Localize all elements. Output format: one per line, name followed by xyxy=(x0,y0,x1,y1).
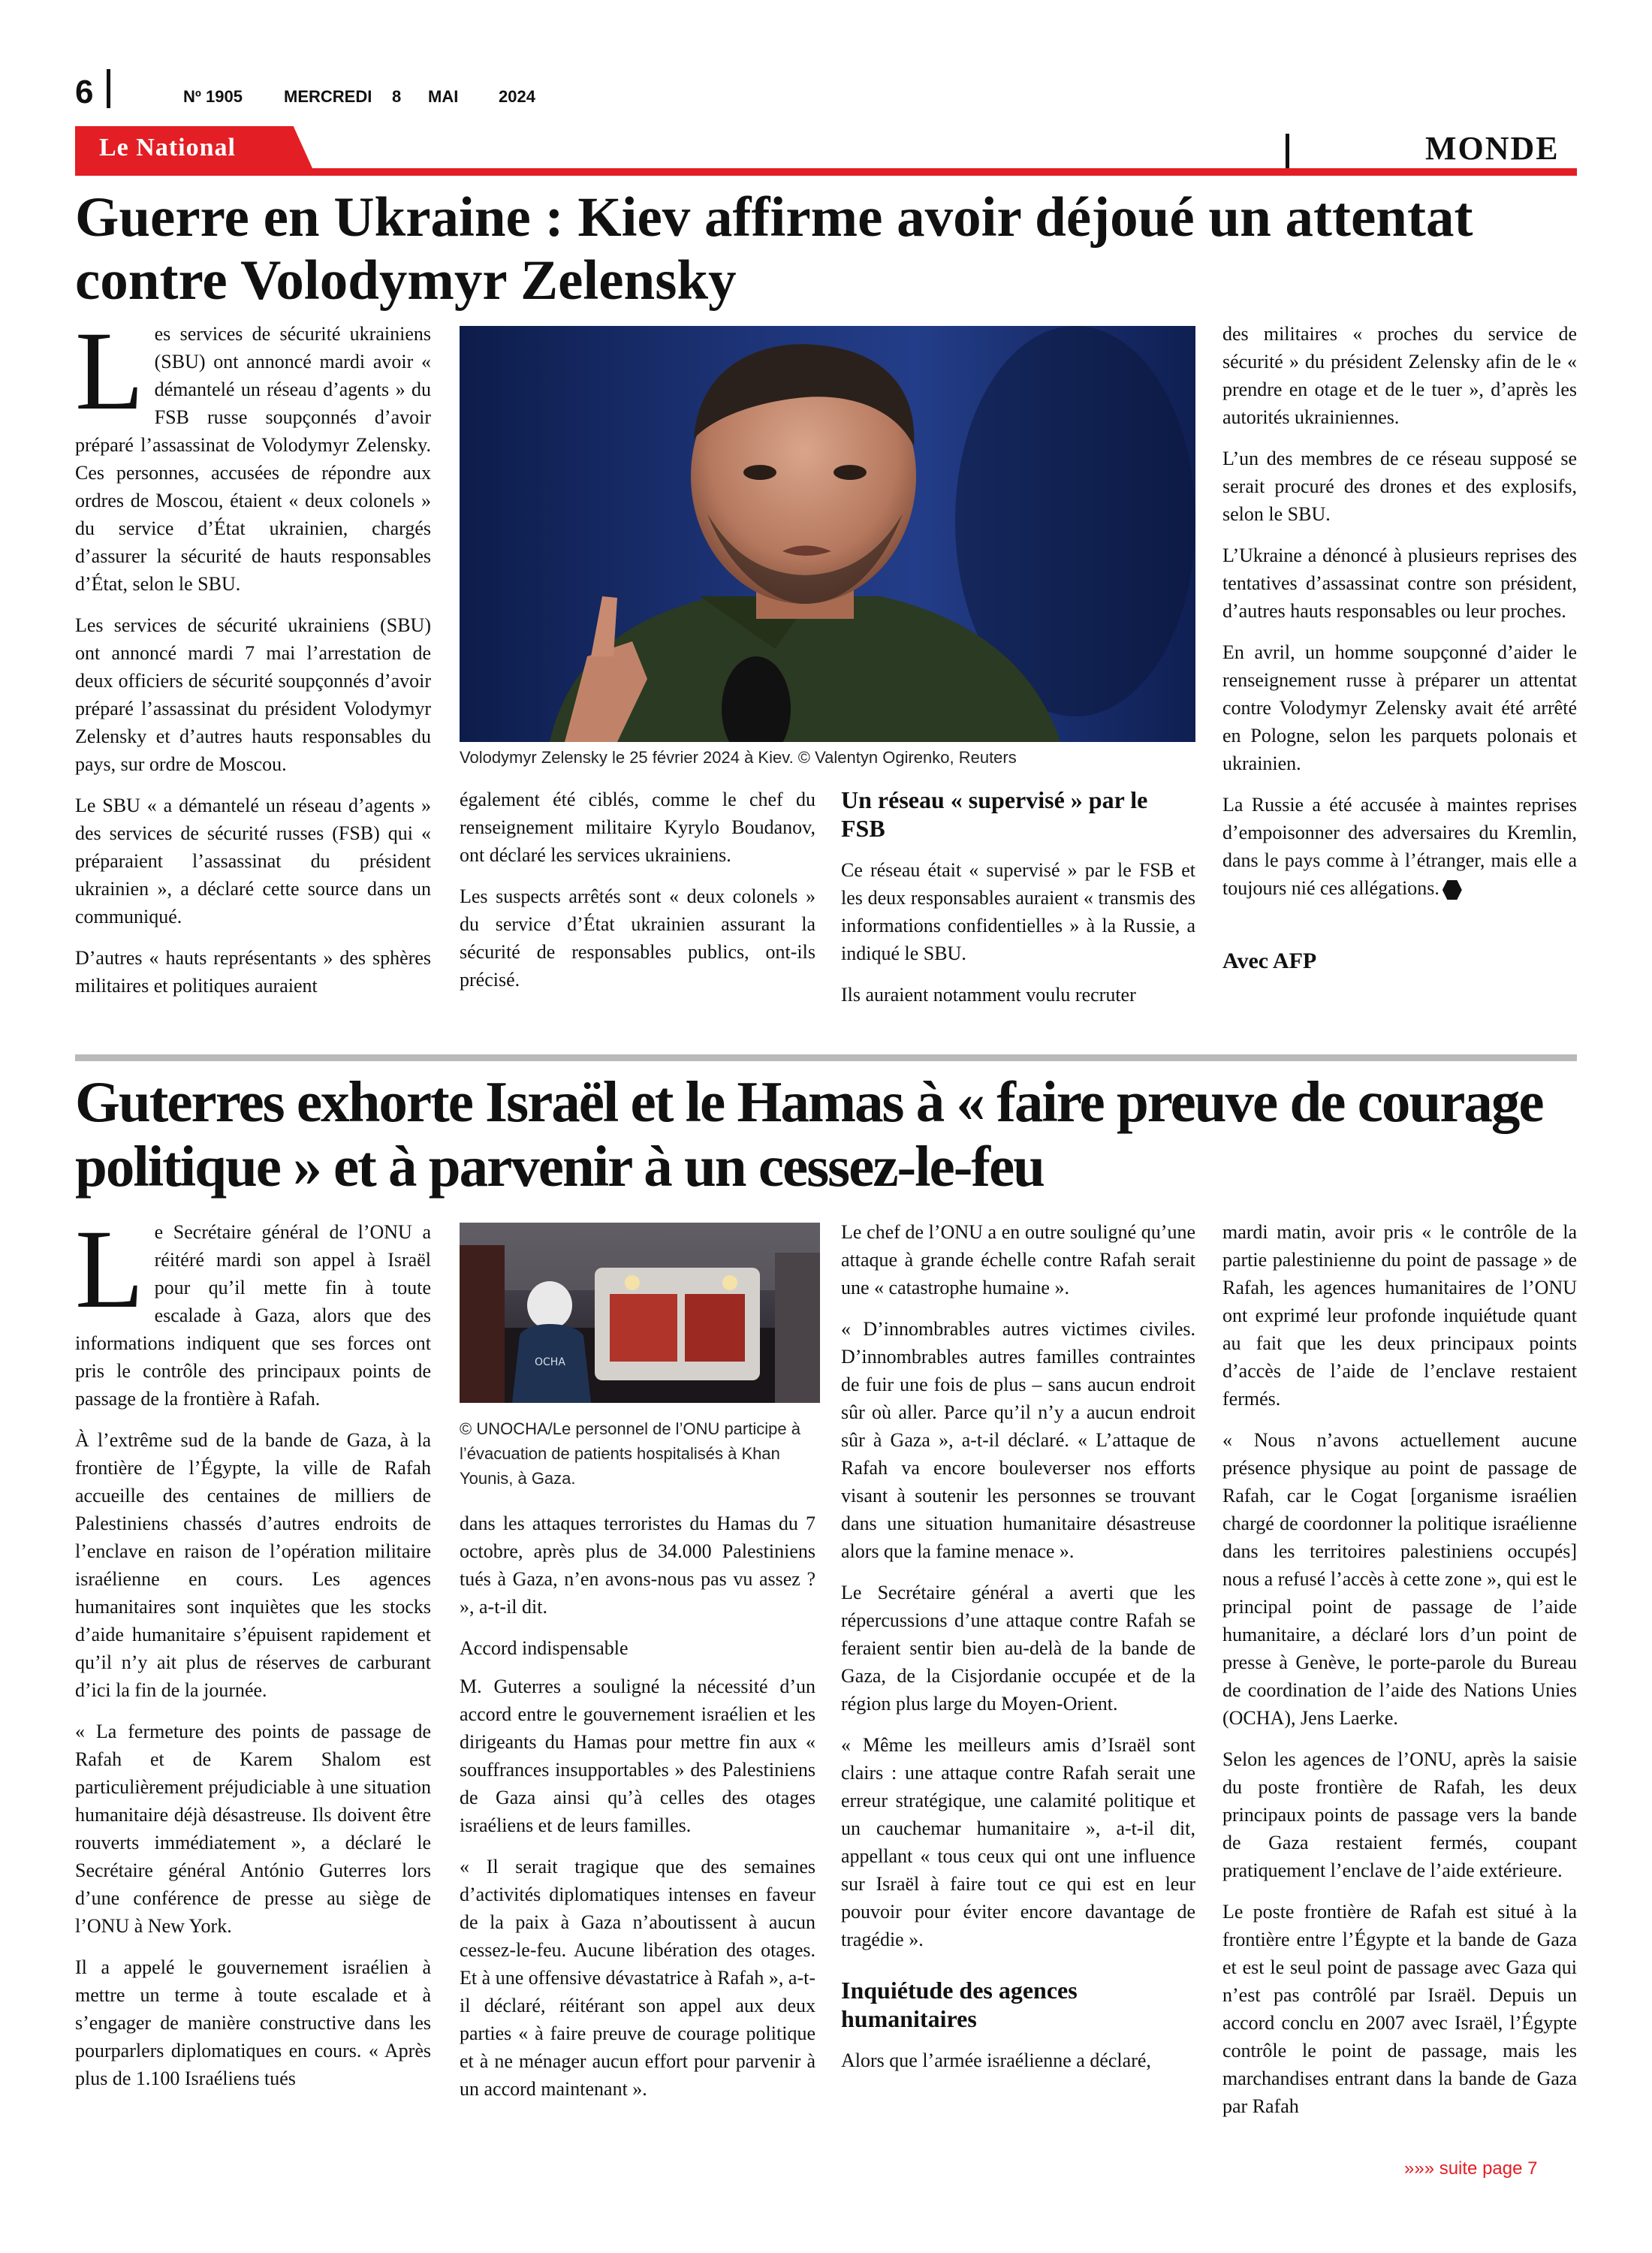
article1-column-3 xyxy=(841,786,1195,1022)
article2-paragraph: M. Guterres a souligné la nécessité d’un accord entre le gouvernement israélien et les dirigeants du Hamas pour mettre fin aux « souffrances insupportables » des Palestiniens de Gaza ainsi qu’à celles des otages israéliens et de leurs familles. xyxy=(460,1675,815,1836)
article1-paragraph xyxy=(1222,791,1577,902)
brand-name: Le National xyxy=(99,134,236,161)
article1-headline xyxy=(75,186,1577,312)
article1-paragraph: Ils auraient notamment voulu recruter xyxy=(841,984,1136,1006)
article1-paragraph xyxy=(75,309,431,598)
date-year: 2024 xyxy=(499,87,535,106)
article2-paragraph: « Il serait tragique que des semaines d’activités diplomatiques intenses en faveur de la paix à Gaza n’aboutissent à aucun cessez-le-feu. Aucune libération des otages. Et à une offensive dévastatrice à Rafah », a-t-il déclaré, réitérant son appel aux deux parties « à faire preuve de courage politique et à ne ménager aucun effort pour parvenir à un accord maintenant ». xyxy=(460,1856,815,2100)
article1-paragraph: L’Ukraine a dénoncé à plusieurs reprises des tentatives d’assassinat contre son président, d’autres hauts responsables ou leur proches. xyxy=(1222,544,1577,622)
article1-dropcap: L xyxy=(75,309,144,433)
article2-paragraph: « D’innombrables autres victimes civiles. D’innombrables autres familles contraintes de fuir une fois de plus – sans aucun endroit sûr où aller. Parce qu’il n’y a aucun endroit sûr à Gaza », a-t-il déclaré. « L’attaque de Rafah va encore bouleverser nos efforts visant à soutenir les personnes se trouvant dans une situation humanitaire désastreuse alors que la famine menace ». xyxy=(841,1318,1195,1562)
article1-paragraph-text: La Russie a été accusée à maintes reprises d’empoisonner des adversaires du Kremlin, dans le pays comme à l’étranger, mais elle a toujours nié ces allégations. xyxy=(1222,794,1577,899)
article2-column-3 xyxy=(841,1218,1195,2088)
svg-text:OCHA: OCHA xyxy=(535,1356,565,1368)
article2-headline xyxy=(75,1069,1592,1199)
article1-column-2 xyxy=(460,786,815,1007)
article2-headline-line1: Guterres exhorte Israël et le Hamas à « faire preuve de courage xyxy=(75,1069,1543,1134)
article1-paragraph: également été ciblés, comme le chef du renseignement militaire Kyrylo Boudanov, ont déclaré les services ukrainiens. xyxy=(460,789,815,866)
article2-dropcap: L xyxy=(75,1207,144,1332)
article2-column-4 xyxy=(1222,1218,1577,2134)
article2-paragraph: mardi matin, avoir pris « le contrôle de la partie palestinienne du point de passage » de Rafah, les agences humanitaires de l’ONU ont exprimé leur profonde inquiétude quant au fait que les deux principaux points d’accès de l’aide de l’enclave restaient fermés. xyxy=(1222,1221,1577,1410)
date-weekday: MERCREDI xyxy=(284,87,372,106)
article1-paragraph: D’autres « hauts représentants » des sphères militaires et politiques auraient xyxy=(75,947,431,997)
rafah-evacuation-illustration xyxy=(460,1223,820,1403)
article1-headline-line1: Guerre en Ukraine : Kiev affirme avoir déjoué un attentat xyxy=(75,186,1473,249)
article2-paragraph: Le chef de l’ONU a en outre souligné qu’une attaque à grande échelle contre Rafah serait une « catastrophe humaine ». xyxy=(841,1221,1195,1298)
article2-paragraph: « Même les meilleurs amis d’Israël sont clairs : une attaque contre Rafah serait une erreur stratégique, une calamité politique et un cauchemar humanitaire », a-t-il dit, appellant « tous ceux qui ont une influence sur Israël à faire tout ce qui est en leur pouvoir pour éviter encore davantage de tragédie ». xyxy=(841,1734,1195,1950)
article2-paragraph: Il a appelé le gouvernement israélien à mettre un terme à toute escalade et à s’engager de manière constructive dans les pourparlers diplomatiques en cours. « Après plus de 1.100 Israéliens tués xyxy=(75,1956,431,2089)
date-month: MAI xyxy=(428,87,459,106)
article2-paragraph: « La fermeture des points de passage de Rafah et de Karem Shalom est particulièrement préjudiciable à une situation humanitaire déjà désastreuse. Ils doivent être rouverts immédiatement », a déclaré le Secrétaire général António Guterres lors d’une conférence de presse au siège de l’ONU à New York. xyxy=(75,1721,431,1937)
zelensky-photo xyxy=(460,326,1195,742)
article2-column-2 xyxy=(460,1510,815,2116)
article1-subheading: Un réseau « supervisé » par le FSB xyxy=(841,786,1148,842)
article2-plain-heading: Accord indispensable xyxy=(460,1637,629,1659)
date-day: 8 xyxy=(392,87,402,106)
article1-paragraph: Les services de sécurité ukrainiens (SBU) ont annoncé mardi 7 mai l’arrestation de deux officiers de sécurité soupçonnés d’avoir préparé l’assassinat du président Volodymyr Zelensky et d’autres hauts responsables du pays, sur ordre de Moscou. xyxy=(75,614,431,775)
zelensky-photo-illustration xyxy=(460,326,1195,742)
article2-paragraph: « Nous n’avons actuellement aucune présence physique au point de passage de Rafah, car le Cogat [organisme israélien chargé de coordonner la politique israélienne dans les territoires palestiniens occupés] nous a refusé l’accès à cette zone », qui est le principal point de passage de l’aide humanitaire, a déclaré lors d’un point de presse à Genève, le porte-parole du Bureau de coordination de l’aide des Nations Unies (OCHA), Jens Laerke. xyxy=(1222,1429,1577,1729)
article1-column-4 xyxy=(1222,320,1577,975)
article1-paragraph-text: es services de sécurité ukrainiens (SBU) ont annoncé mardi avoir « démantelé un réseau d’agents » du FSB russe soupçonnés d’avoir préparé l’assassinat de Volodymyr Zelensky. Ces personnes, accusées de répondre aux ordres de Moscou, étaient « deux colonels » du service d’État ukrainien, chargés d’assurer la sécurité de hauts responsables d’État, selon le SBU. xyxy=(75,323,431,595)
article2-paragraph: dans les attaques terroristes du Hamas du 7 octobre, après plus de 34.000 Palestiniens tués à Gaza, n’en avons-nous pas vu assez ? », a-t-il dit. xyxy=(460,1513,815,1618)
rafah-evacuation-photo xyxy=(460,1223,820,1403)
article1-paragraph: L’un des membres de ce réseau supposé se serait procuré des drones et des explosifs, selon le SBU. xyxy=(1222,448,1577,525)
section-name: MONDE xyxy=(1425,130,1560,167)
article2-paragraph: Alors que l’armée israélienne a déclaré, xyxy=(841,2049,1151,2071)
article1-paragraph: Les suspects arrêtés sont « deux colonels » du service d’État ukrainien assurant la sécurité de responsables publics, ont-ils précisé. xyxy=(460,885,815,991)
header-rule xyxy=(75,168,1577,176)
end-of-article-icon xyxy=(1442,880,1462,900)
page-number: 6 xyxy=(75,74,94,110)
article2-photo-caption: © UNOCHA/Le personnel de l’ONU participe à l’évacuation de patients hospitalisés à Khan Younis, à Gaza. xyxy=(460,1419,800,1488)
article2-paragraph: À l’extrême sud de la bande de Gaza, à la frontière de l’Égypte, la ville de Rafah accueille des centaines de milliers de Palestiniens chassés d’autres endroits de l’enclave en raison de l’opération militaire israélienne en cours. Les agences humanitaires sont inquiètes que les stocks d’aide humanitaire s’épuisent rapidement et qu’il n’y ait plus de réserves de carburant d’ici la fin de la journée. xyxy=(75,1429,431,1701)
article-divider xyxy=(75,1054,1577,1061)
article1-paragraph: En avril, un homme soupçonné d’aider le renseignement russe à préparer un attentat contre Volodymyr Zelensky avait été arrêté en Pologne, selon les parquets polonais et ukrainien. xyxy=(1222,641,1577,774)
issue-number: Nº 1905 xyxy=(183,87,243,106)
article1-paragraph: des militaires « proches du service de sécurité » du président Zelensky afin de le « prendre en otage et de le tuer », d’après les autorités ukrainiennes. xyxy=(1222,323,1577,428)
article2-paragraph: Le Secrétaire général a averti que les répercussions d’une attaque contre Rafah se feraient sentir bien au-delà de la bande de Gaza, de la Cisjordanie occupée et de la région plus large du Moyen-Orient. xyxy=(841,1582,1195,1715)
article1-headline-line2: contre Volodymyr Zelensky xyxy=(75,249,737,312)
article2-paragraph xyxy=(75,1207,431,1413)
continued-on-page-link[interactable]: »»» suite page 7 xyxy=(1404,2158,1538,2179)
article1-paragraph: Ce réseau était « supervisé » par le FSB et les deux responsables auraient « transmis des informations confidentielles » à la Russie, a indiqué le SBU. xyxy=(841,859,1195,964)
section-divider xyxy=(1286,134,1289,168)
article1-signature: Avec AFP xyxy=(1222,949,1317,973)
page-number-divider xyxy=(107,69,110,108)
article2-paragraph: Le poste frontière de Rafah est situé à la frontière entre l’Égypte et la bande de Gaza et est le seul point de passage avec Gaza qui n’est pas contrôlé par Israël. Depuis un accord conclu en 2007 avec Israël, l’Égypte contrôle le point de passage, mais les marchandises entrant dans la bande de Gaza par Rafah xyxy=(1222,1901,1577,2117)
article1-column-1 xyxy=(75,309,431,1013)
article2-subheading: Inquiétude des agences humanitaires xyxy=(841,1977,1078,2032)
article2-column-1 xyxy=(75,1207,431,2106)
article2-paragraph-text: e Secrétaire général de l’ONU a réitéré mardi son appel à Israël pour qu’il mette fin à toute escalade à Gaza, alors que des informations indiquent que ses forces ont pris le contrôle des principaux points de passage de la frontière à Rafah. xyxy=(75,1221,431,1410)
article2-paragraph: Selon les agences de l’ONU, après la saisie du poste frontière de Rafah, les deux principaux points de passage vers la bande de Gaza restaient fermés, coupant pratiquement l’enclave de l’aide extérieure. xyxy=(1222,1748,1577,1881)
article1-paragraph: Le SBU « a démantelé un réseau d’agents » des services de sécurité russes (FSB) qui « préparaient l’assassinat du président ukrainien », a déclaré cette source dans un communiqué. xyxy=(75,795,431,927)
article2-headline-line2: politique » et à parvenir à un cessez-le-feu xyxy=(75,1134,1044,1199)
article1-photo-caption: Volodymyr Zelensky le 25 février 2024 à Kiev. © Valentyn Ogirenko, Reuters xyxy=(460,748,1017,767)
